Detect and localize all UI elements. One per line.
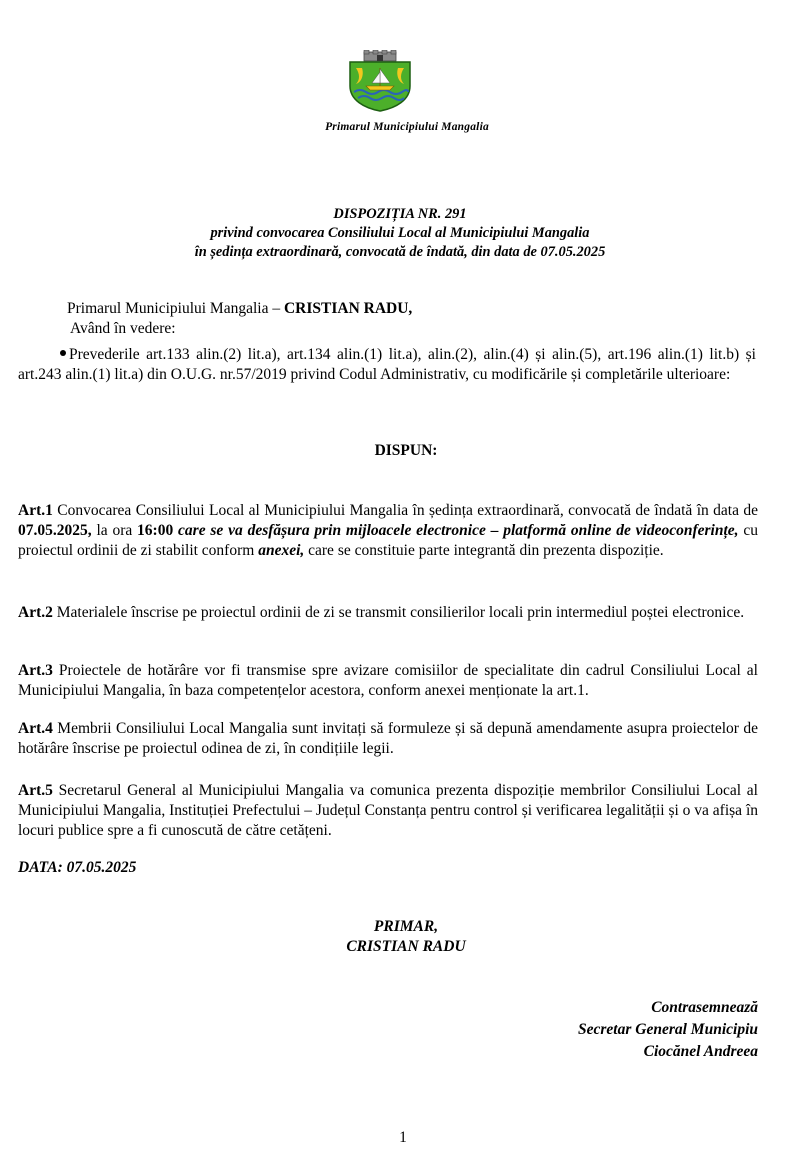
intro-considering: Având în vedere: bbox=[70, 320, 176, 337]
article-text: Materialele înscrise pe proiectul ordinii de zi se transmit consilierilor locali prin intermediul poștei electronice. bbox=[52, 604, 745, 621]
article-label: Art.5 bbox=[18, 782, 53, 799]
mayor-name: CRISTIAN RADU, bbox=[283, 300, 413, 317]
countersign-name: Ciocănel Andreea bbox=[643, 1043, 758, 1060]
title-line-1: DISPOZIȚIA NR. 291 bbox=[333, 206, 467, 222]
title-line-3: în ședința extraordinară, convocată de îndată, din data de 07.05.2025 bbox=[194, 244, 606, 260]
title-line-2: privind convocarea Consiliului Local al Municipiului Mangalia bbox=[210, 225, 590, 241]
meeting-hour: 16:00 bbox=[137, 522, 174, 539]
dispun-heading: DISPUN: bbox=[374, 442, 438, 459]
article-text: Membrii Consiliului Local Mangalia sunt invitați să formuleze și să depună amendamente asupra proiectelor de hotărâre înscrise pe proiectul odinea de zi, în condițiile legii. bbox=[18, 720, 758, 757]
countersignature-block bbox=[578, 997, 758, 1063]
article-text: Secretarul General al Municipiului Mangalia va comunica prezenta dispoziție membrilor Consiliului Local al Municipiului Mangalia, Instituției Prefectului – Județul Constanța pentru control și verificarea legalității și o va afișa în locuri publice spre a fi cunoscută de către cetățeni. bbox=[18, 782, 758, 839]
article-label: Art.3 bbox=[18, 662, 53, 679]
intro-prefix: Primarul Municipiului Mangalia – bbox=[67, 300, 284, 317]
intro bbox=[67, 299, 412, 339]
article-4 bbox=[18, 719, 758, 759]
online-platform-text: care se va desfășura prin mijloacele electronice – platformă online de videoconferințe, bbox=[178, 522, 739, 539]
bullet-icon bbox=[60, 350, 66, 356]
article-2 bbox=[18, 603, 758, 623]
article-text: la ora bbox=[91, 522, 138, 539]
signature-name: CRISTIAN RADU bbox=[346, 938, 466, 955]
article-5 bbox=[18, 781, 758, 841]
countersign-label: Contrasemnează bbox=[651, 999, 758, 1016]
article-label: Art.4 bbox=[18, 720, 53, 737]
article-text: Proiectele de hotărâre vor fi transmise spre avizare comisiilor de specialitate din cadrul Consiliului Local al Municipiului Mangalia, în baza competențelor acestora, conform anexei menționate la art.1. bbox=[18, 662, 758, 699]
annex-reference: anexei, bbox=[258, 542, 305, 559]
mayor-signature-block bbox=[0, 917, 800, 957]
article-label: Art.2 bbox=[18, 604, 53, 621]
legal-basis-bullet bbox=[18, 345, 756, 385]
document-date: DATA: 07.05.2025 bbox=[18, 859, 137, 876]
article-1 bbox=[18, 501, 758, 561]
signature-title: PRIMAR, bbox=[373, 918, 439, 935]
meeting-date: 07.05.2025, bbox=[18, 522, 92, 539]
countersign-role: Secretar General Municipiu bbox=[578, 1021, 758, 1038]
article-text: care se constituie parte integrantă din prezenta dispoziție. bbox=[304, 542, 664, 559]
document-title bbox=[0, 205, 800, 262]
article-text: cu proiectul ordinii de zi stabilit conform bbox=[18, 522, 759, 559]
article-text: Convocarea Consiliului Local al Municipiului Mangalia în ședința extraordinară, convocată de îndată în data de bbox=[52, 502, 758, 519]
crest-caption: Primarul Municipiului Mangalia bbox=[325, 121, 489, 133]
article-3 bbox=[18, 661, 758, 701]
legal-basis-text: Prevederile art.133 alin.(2) lit.a), art.134 alin.(1) lit.a), alin.(2), alin.(4) și alin.(5), art.196 alin.(1) lit.b) și art.243 alin.(1) lit.a) din O.U.G. nr.57/2019 privind Codul Administrativ, cu modificările și completările ulterioare: bbox=[18, 346, 756, 383]
coat-of-arms-icon bbox=[340, 50, 420, 112]
article-label: Art.1 bbox=[18, 502, 53, 519]
page-number: 1 bbox=[399, 1129, 407, 1146]
intro-mayor-line bbox=[67, 299, 412, 319]
